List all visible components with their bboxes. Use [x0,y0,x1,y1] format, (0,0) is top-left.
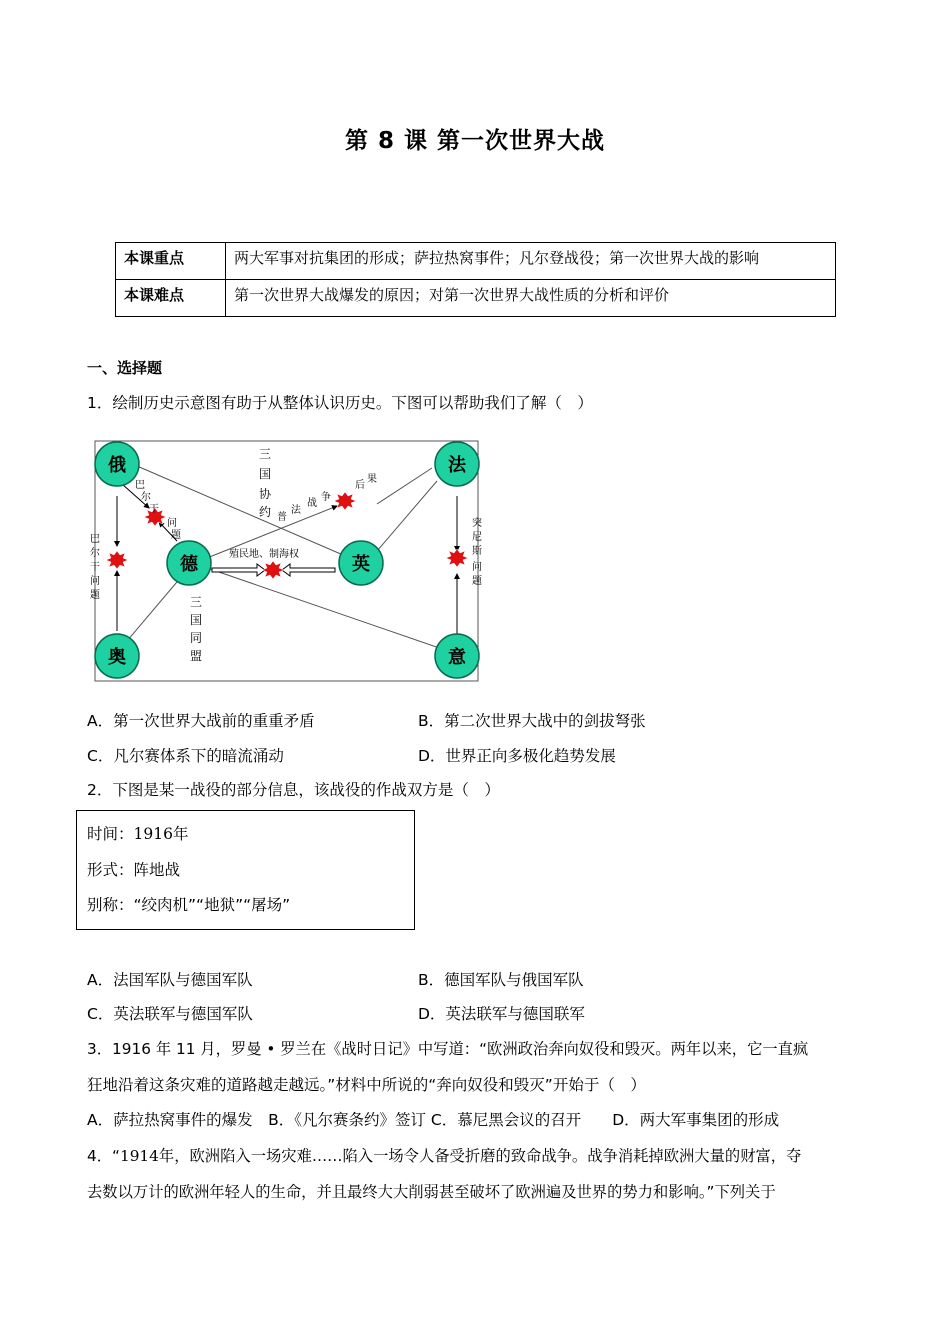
node-france [435,442,479,486]
battle-time [87,822,188,844]
q1-option-b[interactable]: B．第二次世界大战中的剑拔弩张 [418,712,646,730]
node-britain [339,541,383,585]
label-aftermath: 后果 [355,474,377,491]
question-2-stem: 2．下图是某一战役的部分信息，该战役的作战双方是（ ） [87,781,500,799]
page-title: 第 8 课 第一次世界大战 [344,128,606,154]
label-triple-entente: 三国协约 [259,447,272,519]
node-germany-label: 德 [180,554,198,575]
node-austria [95,634,139,678]
node-germany [167,541,211,585]
node-austria-label: 奥 [108,647,126,668]
node-russia [95,442,139,486]
node-italy-label: 意 [448,647,466,668]
q2-option-b[interactable]: B．德国军队与俄国军队 [418,971,584,989]
key-points-table [115,242,836,317]
difficult-points-head: 本课难点 [116,280,226,317]
question-3-options[interactable]: A．萨拉热窝事件的爆发 B．《凡尔赛条约》签订 C．慕尼黑会议的召开 D．两大军事集团的形成 [87,1111,780,1129]
q2-option-c[interactable]: C．英法联军与德国军队 [87,1005,253,1023]
label-tunisia: 突尼斯问题 [472,518,482,587]
q4-rest: 年，欧洲陷入一场灾难……陷入一场令人备受折磨的致命战争。战争消耗掉欧洲大量的财富，夺 [158,1147,802,1165]
q2-option-d[interactable]: D．英法联军与德国联军 [418,1005,585,1023]
q1-option-d[interactable]: D．世界正向多极化趋势发展 [418,747,616,765]
battle-time-label: 时间： [87,825,134,843]
question-3-line-2: 狂地沿着这条灾难的道路越走越远。”材料中所说的“奔向奴役和毁灭”开始于（ ） [87,1076,646,1094]
diagram-frame [95,441,478,681]
node-britain-label: 英 [352,554,370,575]
label-balkan-left: 巴尔干问题 [90,534,100,601]
label-triple-alliance: 三国同盟 [190,595,203,663]
battle-time-unit: 年 [172,825,189,843]
key-points-text: 两大军事对抗集团的形成；萨拉热窝事件；凡尔登战役；第一次世界大战的影响 [226,243,836,280]
node-italy [435,634,479,678]
label-balkan-top: 巴尔干问题 [135,480,181,541]
q1-option-a[interactable]: A．第一次世界大战前的重重矛盾 [87,712,315,730]
section-title: 一、选择题 [87,359,163,377]
question-1-stem: 1．绘制历史示意图有助于从整体认识历史。下图可以帮助我们了解（ ） [87,394,593,412]
key-points-head: 本课重点 [116,243,226,280]
battle-info-box [76,810,415,930]
alliance-diagram [87,436,487,686]
question-3-line-1: 3．1916 年 11 月，罗曼 • 罗兰在《战时日记》中写道：“欧洲政治奔向奴役和毁灭。两年以来，它一直疯 [87,1040,809,1058]
q1-option-c[interactable]: C．凡尔赛体系下的暗流涌动 [87,747,284,765]
label-franco-prussian-war: 普法战争 [277,492,331,523]
label-colonies-sea-power: 殖民地、制海权 [229,549,299,560]
battle-alias: 别称：“绞肉机”“地狱”“屠场” [87,896,291,914]
node-france-label: 法 [448,455,466,476]
battle-time-year: 1916 [133,825,173,843]
question-4-line-1 [87,1144,801,1166]
q2-option-a[interactable]: A．法国军队与德国军队 [87,971,253,989]
q4-year: 1914 [119,1147,159,1165]
q4-prefix: 4．“ [87,1147,120,1165]
table-row [116,243,836,280]
battle-form: 形式：阵地战 [87,861,181,879]
table-row [116,280,836,317]
question-4-line-2: 去数以万计的欧洲年轻人的生命，并且最终大大削弱甚至破坏了欧洲遍及世界的势力和影响。”下列关于 [87,1183,776,1201]
difficult-points-text: 第一次世界大战爆发的原因；对第一次世界大战性质的分析和评价 [226,280,836,317]
node-russia-label: 俄 [108,455,126,476]
